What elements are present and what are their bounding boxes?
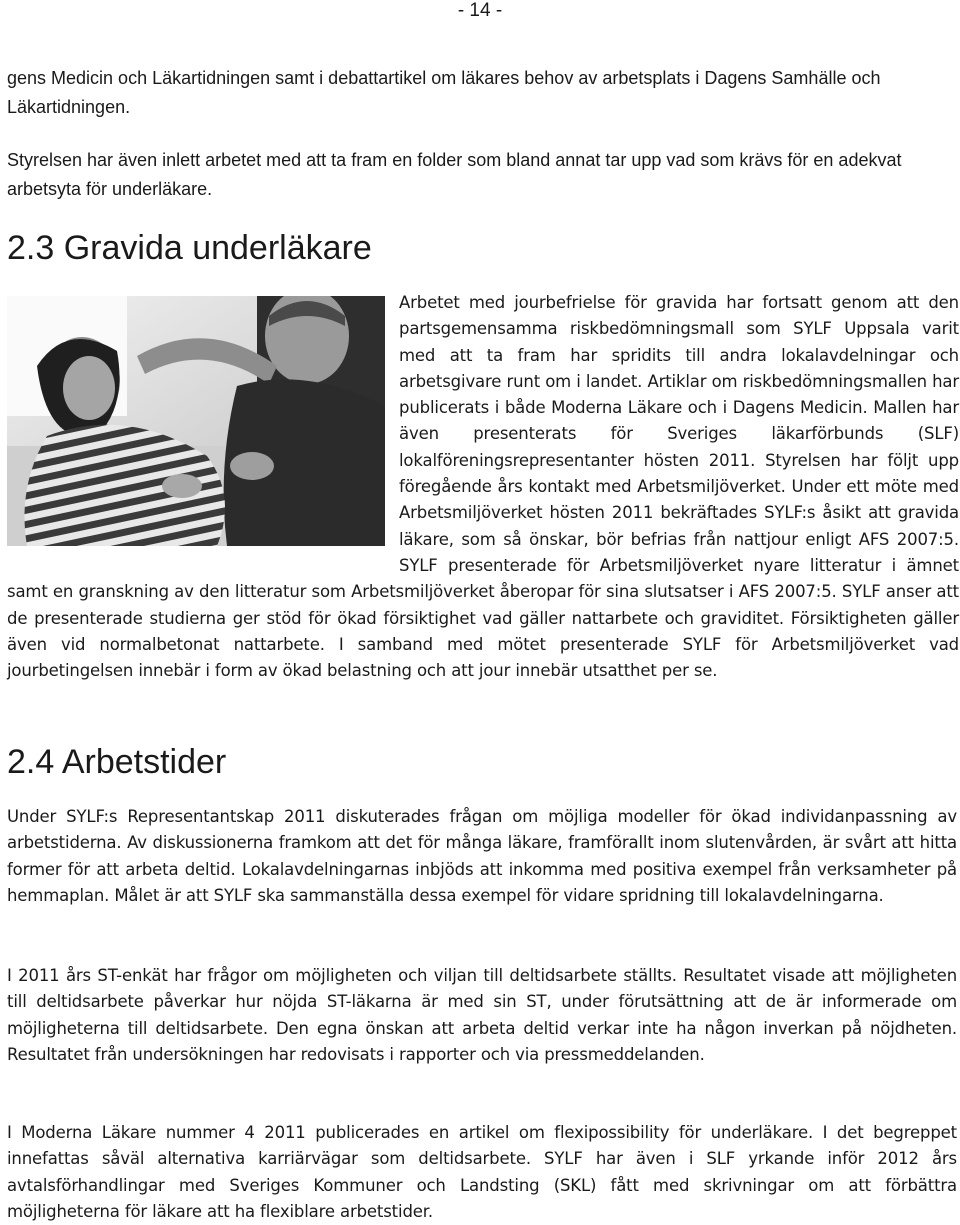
intro-paragraph-2: Styrelsen har även inlett arbetet med att ta fram en folder som bland annat tar upp vad som krävs för en adekvat arbetsyta för underläkare.	[7, 150, 902, 199]
section-body-gravida-text: Arbetet med jourbefrielse för gravida har fortsatt genom att den partsgemensamma riskbedömningsmall som SYLF Uppsala varit med att ta fram har spridits till andra lokalavdelningar och arbetsgivare runt om i landet. Artiklar om riskbedömningsmallen har publicerats i både Moderna Läkare och i Dagens Medicin. Mallen har även presenterats för Sveriges läkarförbunds (SLF) lokalföreningsrepresentanter hösten 2011. Styrelsen har följt upp föregående års kontakt med Arbetsmiljöverket. Under ett möte med Arbetsmiljöverket hösten 2011 bekräftades SYLF:s åsikt att gravida läkare, som så önskar, bör befrias från nattjour enligt AFS 2007:5. SYLF presenterade för Arbetsmiljöverket nyare litteratur i ämnet samt en granskning av den litteratur som Arbetsmiljöverket åberopar för sina slutsatser i AFS 2007:5. SYLF anser att de presenterade studierna ger stöd för ökad försiktighet vad gäller nattarbete och graviditet. Försiktigheten gäller även vid normalbetonat nattarbete. I samband med mötet presenterade SYLF för Arbetsmiljöverket vad jourbetingelsen innebär i form av ökad belastning och att jour innebär utsatthet per se.	[7, 293, 959, 681]
arbetstider-paragraph-2: I 2011 års ST-enkät har frågor om möjligheten och viljan till deltidsarbete ställts. Resultatet visade att möjligheten till deltidsarbete påverkar hur nöjda ST-läkarna är med sin ST, under förutsättning att de är informerade om möjligheterna till deltidsarbete. Den egna önskan att arbeta deltid verkar inte ha någon inverkan på nöjdheten. Resultatet från undersökningen har redovisats i rapporter och via pressmeddelanden.	[7, 966, 957, 1064]
section-body-gravida	[7, 290, 959, 684]
photo-wrap-spacer	[7, 290, 399, 578]
arbetstider-paragraph-3: I Moderna Läkare nummer 4 2011 publicerades en artikel om flexipossibility för underläkare. I det begreppet innefattas såväl alternativa karriärvägar som deltidsarbete. SYLF har även i SLF yrkande inför 2012 års avtalsförhandlingar med Sveriges Kommuner och Landsting (SKL) fått med skrivningar om att förbättra möjligheterna för läkare att ha flexiblare arbetstider.	[7, 1123, 957, 1221]
arbetstider-paragraph-1: Under SYLF:s Representantskap 2011 diskuterades frågan om möjliga modeller för ökad individanpassning av arbetstiderna. Av diskussionerna framkom att det för många läkare, framförallt inom slutenvården, är svårt att hitta former för att arbeta deltid. Lokalavdelningarnas inbjöds att inkomma med positiva exempel från verksamheter på hemmaplan. Målet är att SYLF ska sammanställa dessa exempel för vidare spridning till lokalavdelningarna.	[7, 807, 957, 905]
section-heading-gravida: 2.3 Gravida underläkare	[7, 229, 372, 267]
intro-paragraph-1: gens Medicin och Läkartidningen samt i debattartikel om läkares behov av arbetsplats i Dagens Samhälle och Läkartidningen.	[7, 68, 881, 117]
section-heading-arbetstider: 2.4 Arbetstider	[7, 743, 227, 781]
page-number: - 14 -	[457, 0, 503, 21]
